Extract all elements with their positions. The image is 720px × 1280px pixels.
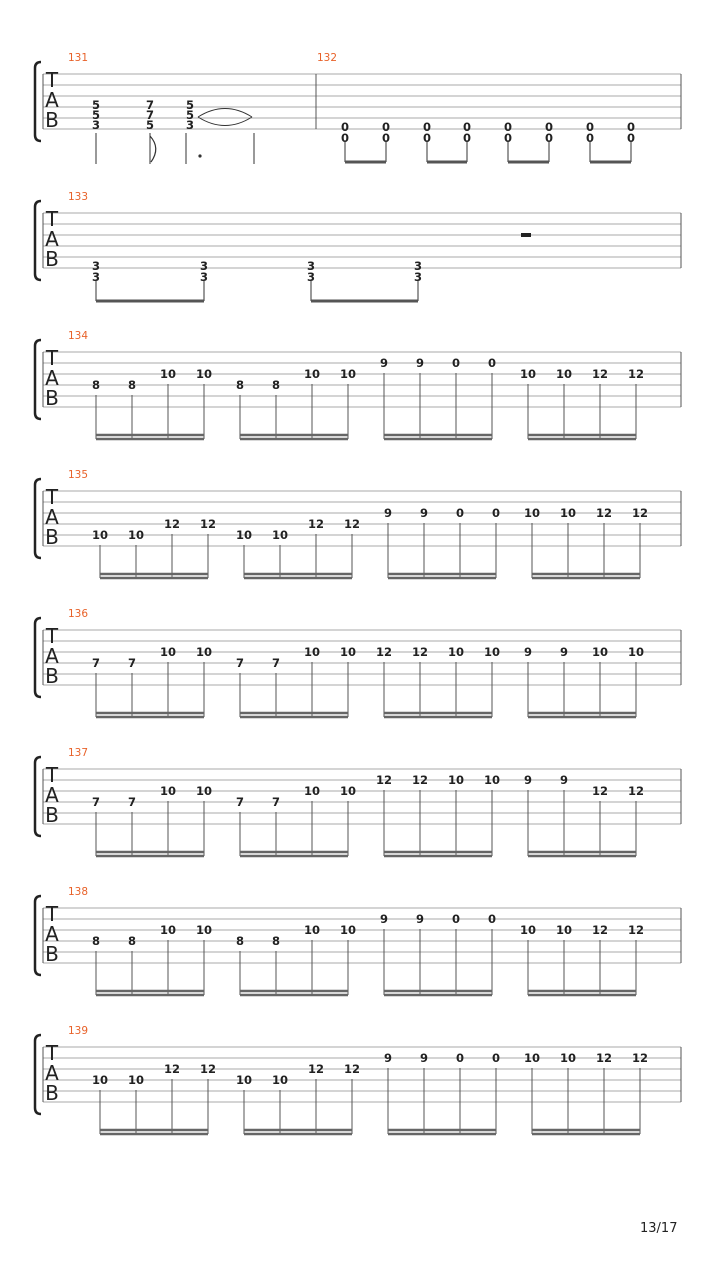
fret-number: 12 — [627, 784, 645, 798]
fret-number: 10 — [159, 367, 177, 381]
fret-number: 10 — [519, 367, 537, 381]
measure-number: 138 — [68, 886, 89, 898]
page-number: 13/17 — [640, 1221, 678, 1236]
tab-clef-letter: T — [45, 624, 59, 648]
fret-number: 0 — [451, 356, 461, 370]
fret-number: 3 — [199, 259, 209, 273]
tab-system — [35, 330, 681, 439]
measure-number: 135 — [68, 469, 89, 481]
tab-clef-letter: B — [45, 803, 59, 827]
dot — [198, 154, 201, 157]
tab-system — [35, 747, 681, 856]
measure-number: 131 — [68, 52, 89, 64]
system-bracket — [35, 1035, 41, 1114]
fret-number: 5 — [185, 98, 195, 112]
fret-number: 12 — [307, 1062, 325, 1076]
fret-number: 9 — [559, 773, 569, 787]
system-bracket — [35, 340, 41, 419]
fret-number: 10 — [523, 506, 541, 520]
tab-clef-letter: B — [45, 664, 59, 688]
fret-number: 3 — [413, 259, 423, 273]
note-flag — [150, 136, 156, 162]
fret-number: 12 — [375, 773, 393, 787]
fret-number: 7 — [235, 795, 245, 809]
fret-number: 0 — [422, 131, 432, 145]
fret-number: 5 — [91, 98, 101, 112]
tie-symbol — [198, 109, 252, 126]
fret-number: 7 — [127, 656, 137, 670]
measure-number: 134 — [68, 330, 89, 342]
tab-system — [35, 1025, 681, 1134]
fret-number: 9 — [383, 506, 393, 520]
fret-number: 0 — [462, 131, 472, 145]
fret-number: 7 — [145, 98, 155, 112]
tab-system — [35, 469, 681, 578]
fret-number: 8 — [235, 378, 245, 392]
tab-clef-letter: B — [45, 1081, 59, 1105]
fret-number: 7 — [271, 795, 281, 809]
tab-clef-letter: T — [45, 346, 59, 370]
fret-number: 3 — [413, 270, 423, 284]
fret-number: 10 — [195, 923, 213, 937]
fret-number: 8 — [127, 934, 137, 948]
fret-number: 12 — [199, 1062, 217, 1076]
fret-number: 0 — [340, 131, 350, 145]
fret-number: 3 — [199, 270, 209, 284]
fret-number: 10 — [483, 645, 501, 659]
fret-number: 5 — [145, 118, 155, 132]
tab-clef-letter: A — [45, 227, 59, 251]
fret-number: 7 — [235, 656, 245, 670]
system-bracket — [35, 62, 41, 141]
half-rest — [521, 233, 531, 237]
fret-number: 9 — [415, 912, 425, 926]
fret-number: 12 — [343, 517, 361, 531]
fret-number: 0 — [544, 120, 554, 134]
tab-system — [35, 52, 681, 164]
fret-number: 12 — [591, 784, 609, 798]
fret-number: 10 — [555, 367, 573, 381]
fret-number: 12 — [411, 773, 429, 787]
fret-number: 8 — [271, 934, 281, 948]
fret-number: 12 — [199, 517, 217, 531]
tab-clef-letter: B — [45, 525, 59, 549]
fret-number: 10 — [159, 784, 177, 798]
tab-clef-letter: B — [45, 108, 59, 132]
fret-number: 9 — [559, 645, 569, 659]
fret-number: 10 — [303, 923, 321, 937]
fret-number: 8 — [127, 378, 137, 392]
measure-number: 137 — [68, 747, 89, 759]
fret-number: 0 — [585, 131, 595, 145]
fret-number: 12 — [595, 506, 613, 520]
fret-number: 10 — [303, 645, 321, 659]
fret-number: 0 — [491, 1051, 501, 1065]
system-bracket — [35, 201, 41, 280]
fret-number: 10 — [519, 923, 537, 937]
fret-number: 10 — [195, 367, 213, 381]
fret-number: 10 — [159, 645, 177, 659]
tab-clef-letter: A — [45, 922, 59, 946]
fret-number: 12 — [591, 923, 609, 937]
fret-number: 10 — [559, 1051, 577, 1065]
fret-number: 0 — [585, 120, 595, 134]
fret-number: 9 — [383, 1051, 393, 1065]
fret-number: 3 — [91, 270, 101, 284]
tab-clef-letter: T — [45, 68, 59, 92]
fret-number: 5 — [91, 108, 101, 122]
fret-number: 0 — [626, 120, 636, 134]
fret-number: 0 — [544, 131, 554, 145]
fret-number: 10 — [483, 773, 501, 787]
tab-clef-letter: T — [45, 207, 59, 231]
fret-number: 10 — [195, 645, 213, 659]
fret-number: 7 — [91, 656, 101, 670]
measure-number: 132 — [317, 52, 338, 64]
system-bracket — [35, 896, 41, 975]
fret-number: 12 — [375, 645, 393, 659]
tab-clef-letter: B — [45, 386, 59, 410]
fret-number: 9 — [419, 506, 429, 520]
fret-number: 8 — [235, 934, 245, 948]
fret-number: 12 — [163, 1062, 181, 1076]
fret-number: 0 — [626, 131, 636, 145]
fret-number: 10 — [447, 773, 465, 787]
measure-number: 133 — [68, 191, 89, 203]
fret-number: 10 — [447, 645, 465, 659]
fret-number: 3 — [91, 118, 101, 132]
fret-number: 10 — [159, 923, 177, 937]
fret-number: 0 — [381, 131, 391, 145]
fret-number: 12 — [631, 1051, 649, 1065]
fret-number: 10 — [339, 784, 357, 798]
fret-number: 0 — [462, 120, 472, 134]
fret-number: 10 — [235, 528, 253, 542]
fret-number: 10 — [339, 367, 357, 381]
fret-number: 12 — [411, 645, 429, 659]
fret-number: 10 — [555, 923, 573, 937]
fret-number: 3 — [306, 259, 316, 273]
fret-number: 10 — [591, 645, 609, 659]
tab-clef-letter: A — [45, 1061, 59, 1085]
fret-number: 10 — [235, 1073, 253, 1087]
fret-number: 10 — [303, 784, 321, 798]
fret-number: 3 — [185, 118, 195, 132]
system-bracket — [35, 618, 41, 697]
fret-number: 12 — [163, 517, 181, 531]
fret-number: 10 — [271, 1073, 289, 1087]
fret-number: 0 — [487, 356, 497, 370]
measure-number: 139 — [68, 1025, 89, 1037]
fret-number: 7 — [91, 795, 101, 809]
tab-clef-letter: A — [45, 505, 59, 529]
fret-number: 10 — [91, 528, 109, 542]
fret-number: 10 — [627, 645, 645, 659]
fret-number: 12 — [591, 367, 609, 381]
fret-number: 7 — [127, 795, 137, 809]
measure-number: 136 — [68, 608, 89, 620]
fret-number: 10 — [339, 923, 357, 937]
system-bracket — [35, 479, 41, 558]
tab-clef-letter: A — [45, 88, 59, 112]
fret-number: 10 — [271, 528, 289, 542]
tab-clef-letter: T — [45, 485, 59, 509]
fret-number: 8 — [91, 934, 101, 948]
fret-number: 0 — [340, 120, 350, 134]
fret-number: 3 — [91, 259, 101, 273]
tab-clef-letter: A — [45, 644, 59, 668]
fret-number: 10 — [523, 1051, 541, 1065]
tab-clef-letter: A — [45, 783, 59, 807]
fret-number: 0 — [451, 912, 461, 926]
tab-clef-letter: T — [45, 1041, 59, 1065]
fret-number: 12 — [595, 1051, 613, 1065]
fret-number: 0 — [381, 120, 391, 134]
fret-number: 12 — [627, 367, 645, 381]
fret-number: 12 — [343, 1062, 361, 1076]
fret-number: 9 — [419, 1051, 429, 1065]
fret-number: 9 — [415, 356, 425, 370]
fret-number: 10 — [303, 367, 321, 381]
tab-clef-letter: T — [45, 902, 59, 926]
fret-number: 10 — [339, 645, 357, 659]
fret-number: 8 — [91, 378, 101, 392]
fret-number: 12 — [631, 506, 649, 520]
system-bracket — [35, 757, 41, 836]
fret-number: 0 — [503, 131, 513, 145]
fret-number: 0 — [455, 506, 465, 520]
fret-number: 9 — [523, 773, 533, 787]
fret-number: 10 — [127, 528, 145, 542]
fret-number: 8 — [271, 378, 281, 392]
fret-number: 9 — [523, 645, 533, 659]
fret-number: 3 — [306, 270, 316, 284]
tab-system — [35, 886, 681, 995]
fret-number: 12 — [307, 517, 325, 531]
fret-number: 7 — [145, 108, 155, 122]
fret-number: 7 — [271, 656, 281, 670]
tab-system — [35, 608, 681, 717]
tab-clef-letter: T — [45, 763, 59, 787]
fret-number: 0 — [491, 506, 501, 520]
tab-clef-letter: B — [45, 247, 59, 271]
fret-number: 10 — [91, 1073, 109, 1087]
fret-number: 9 — [379, 356, 389, 370]
fret-number: 0 — [455, 1051, 465, 1065]
fret-number: 0 — [487, 912, 497, 926]
fret-number: 10 — [195, 784, 213, 798]
fret-number: 10 — [559, 506, 577, 520]
tab-clef-letter: B — [45, 942, 59, 966]
fret-number: 0 — [422, 120, 432, 134]
tab-clef-letter: A — [45, 366, 59, 390]
fret-number: 12 — [627, 923, 645, 937]
tab-system — [35, 191, 681, 301]
fret-number: 0 — [503, 120, 513, 134]
fret-number: 5 — [185, 108, 195, 122]
fret-number: 9 — [379, 912, 389, 926]
fret-number: 10 — [127, 1073, 145, 1087]
